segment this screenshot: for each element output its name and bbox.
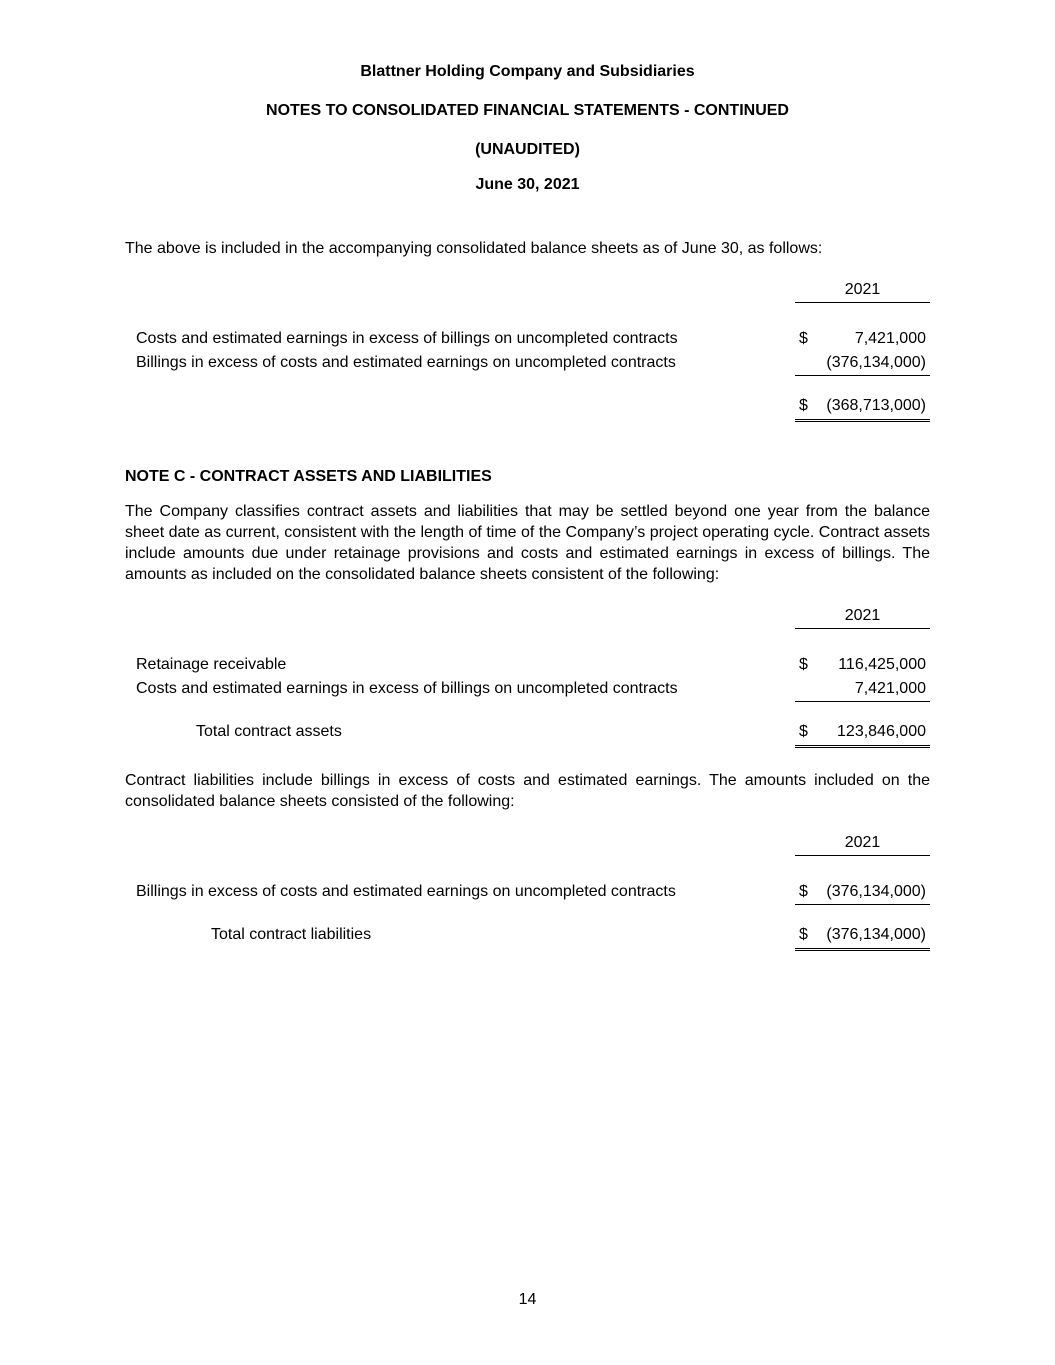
amount-value: 7,421,000 (854, 680, 926, 697)
statement-date: June 30, 2021 (475, 176, 580, 193)
total-label: Total contract liabilities (211, 926, 372, 943)
row-amount (795, 880, 930, 905)
total-row (125, 923, 930, 951)
row-amount (795, 327, 930, 351)
note-c-paragraph-1: The Company classifies contract assets and liabilities that may be settled beyond one year from the balance sheet date as current, consistent with the length of time of the Company’s project operating cycle. Contract assets include amounts due under retainage provisions and costs and estimated earnings in excess of billings. The amounts as included on the consolidated balance sheets consistent of the following: (125, 503, 930, 583)
balance-sheet-summary-table (125, 281, 930, 422)
row-amount (795, 653, 930, 677)
row-label: Billings in excess of costs and estimated earnings on uncompleted contracts (136, 354, 676, 371)
row-label: Costs and estimated earnings in excess of billings on uncompleted contracts (136, 680, 678, 697)
page-number: 14 (518, 1291, 537, 1308)
currency-symbol: $ (799, 330, 808, 347)
table-row (125, 653, 930, 677)
total-amount (795, 923, 930, 951)
table-row (125, 351, 930, 376)
note-c-paragraph-2: Contract liabilities include billings in excess of costs and estimated earnings. The amounts included on the consolidated balance sheets consisted of the following: (125, 772, 930, 810)
currency-symbol: $ (799, 656, 808, 673)
table-row (125, 327, 930, 351)
company-name: Blattner Holding Company and Subsidiaries (360, 63, 695, 80)
year-header-row (125, 834, 930, 856)
amount-value: 123,846,000 (837, 723, 926, 740)
total-amount (795, 394, 930, 422)
currency-symbol: $ (799, 883, 808, 900)
amount-value: (376,134,000) (826, 883, 926, 900)
year-column-header: 2021 (795, 281, 930, 303)
amount-value: (368,713,000) (826, 397, 926, 414)
amount-value: 7,421,000 (854, 330, 926, 347)
row-label: Billings in excess of costs and estimated earnings on uncompleted contracts (136, 883, 676, 900)
row-amount (795, 677, 930, 702)
document-title: NOTES TO CONSOLIDATED FINANCIAL STATEMENTS - CONTINUED (266, 102, 789, 119)
year-column-header: 2021 (795, 607, 930, 629)
row-amount (795, 351, 930, 376)
total-label: Total contract assets (196, 723, 342, 740)
contract-assets-table (125, 607, 930, 748)
table-row (125, 677, 930, 702)
total-row (125, 720, 930, 748)
amount-value: (376,134,000) (826, 354, 926, 371)
amount-value: 116,425,000 (838, 656, 926, 673)
currency-symbol: $ (799, 723, 808, 740)
year-column-header: 2021 (795, 834, 930, 856)
currency-symbol: $ (799, 926, 808, 943)
year-header-row (125, 607, 930, 629)
table-body (125, 653, 930, 748)
currency-symbol: $ (799, 397, 808, 414)
table-body (125, 880, 930, 951)
contract-liabilities-table (125, 834, 930, 951)
table-row (125, 880, 930, 905)
note-c-heading: NOTE C - CONTRACT ASSETS AND LIABILITIES (125, 468, 492, 485)
intro-paragraph: The above is included in the accompanying consolidated balance sheets as of June 30, as follows: (125, 240, 823, 257)
total-amount (795, 720, 930, 748)
row-label: Costs and estimated earnings in excess of billings on uncompleted contracts (136, 330, 678, 347)
amount-value: (376,134,000) (826, 926, 926, 943)
row-label: Retainage receivable (136, 656, 287, 673)
table-body (125, 327, 930, 422)
year-header-row (125, 281, 930, 303)
document-header (125, 62, 930, 194)
total-row (125, 394, 930, 422)
unaudited-label: (UNAUDITED) (475, 141, 580, 158)
